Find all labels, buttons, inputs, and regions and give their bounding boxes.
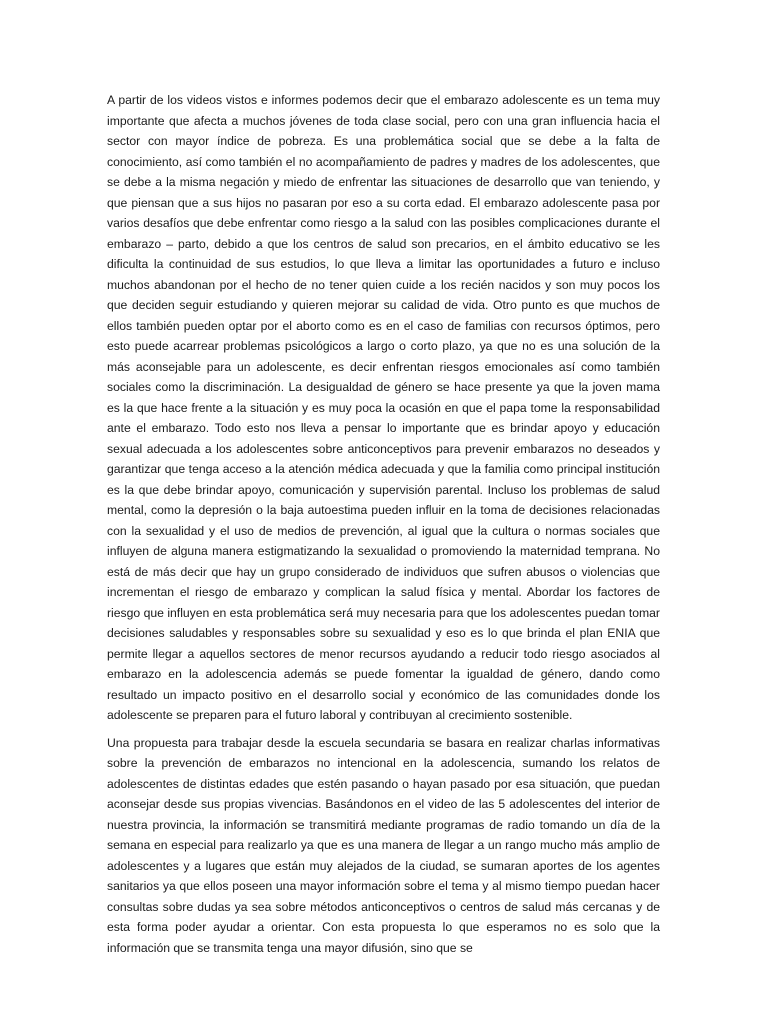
document-body xyxy=(107,90,660,958)
paragraph-2: Una propuesta para trabajar desde la escuela secundaria se basara en realizar charlas informativas sobre la prevención de embarazos no intencional en la adolescencia, sumando los relatos de adolescentes de distintas edades que estén pasando o hayan pasado por esa situación, que puedan aconsejar desde sus propias vivencias. Basándonos en el video de las 5 adolescentes del interior de nuestra provincia, la información se transmitirá mediante programas de radio tomando un día de la semana en especial para realizarlo ya que es una manera de llegar a un rango mucho más amplio de adolescentes y a lugares que están muy alejados de la ciudad, se sumaran aportes de los agentes sanitarios ya que ellos poseen una mayor información sobre el tema y al mismo tiempo puedan hacer consultas sobre dudas ya sea sobre métodos anticonceptivos o centros de salud más cercanas y de esta forma poder ayudar a orientar. Con esta propuesta lo que esperamos no es solo que la información que se transmita tenga una mayor difusión, sino que se xyxy=(107,735,660,955)
paragraph-1: A partir de los videos vistos e informes podemos decir que el embarazo adolescente es un tema muy importante que afecta a muchos jóvenes de toda clase social, pero con una gran influencia hacia el sector con mayor índice de pobreza. Es una problemática social que se debe a la falta de conocimiento, así como también el no acompañamiento de padres y madres de los adolescentes, que se debe a la misma negación y miedo de enfrentar las situaciones de desarrollo que van teniendo, y que piensan que a sus hijos no pasaran por eso a su corta edad. El embarazo adolescente pasa por varios desafíos que debe enfrentar como riesgo a la salud con las posibles complicaciones durante el embarazo – parto, debido a que los centros de salud son precarios, en el ámbito educativo se les dificulta la continuidad de sus estudios, lo que lleva a limitar las oportunidades a futuro e incluso muchos abandonan por el hecho de no tener quien cuide a los recién nacidos y son muy pocos los que deciden seguir estudiando y quieren mejorar su calidad de vida. Otro punto es que muchos de ellos también pueden optar por el aborto como es en el caso de familias con recursos óptimos, pero esto puede acarrear problemas psicológicos a largo o corto plazo, ya que no es una solución de la más aconsejable para un adolescente, es decir enfrentan riesgos emocionales así como también sociales como la discriminación. La desigualdad de género se hace presente ya que la joven mama es la que hace frente a la situación y es muy poca la ocasión en que el papa tome la responsabilidad ante el embarazo. Todo esto nos lleva a pensar lo importante que es brindar apoyo y educación sexual adecuada a los adolescentes sobre anticonceptivos para prevenir embarazos no deseados y garantizar que tenga acceso a la atención médica adecuada y que la familia como principal institución es la que debe brindar apoyo, comunicación y supervisión parental. Incluso los problemas de salud mental, como la depresión o la baja autoestima pueden influir en la toma de decisiones relacionadas con la sexualidad y el uso de medios de prevención, al igual que la cultura o normas sociales que influyen de alguna manera estigmatizando la sexualidad o promoviendo la maternidad temprana. No está de más decir que hay un grupo considerado de individuos que sufren abusos o violencias que incrementan el riesgo de embarazo y complican la salud física y mental. Abordar los factores de riesgo que influyen en esta problemática será muy necesaria para que los adolescentes puedan tomar decisiones saludables y responsables sobre su sexualidad y eso es lo que brinda el plan ENIA que permite llegar a aquellos sectores de menor recursos ayudando a reducir todo riesgo asociados al embarazo en la adolescencia además se puede fomentar la igualdad de género, dando como resultado un impacto positivo en el desarrollo social y económico de las comunidades donde los adolescente se preparen para el futuro laboral y contribuyan al crecimiento sostenible. xyxy=(107,93,660,722)
